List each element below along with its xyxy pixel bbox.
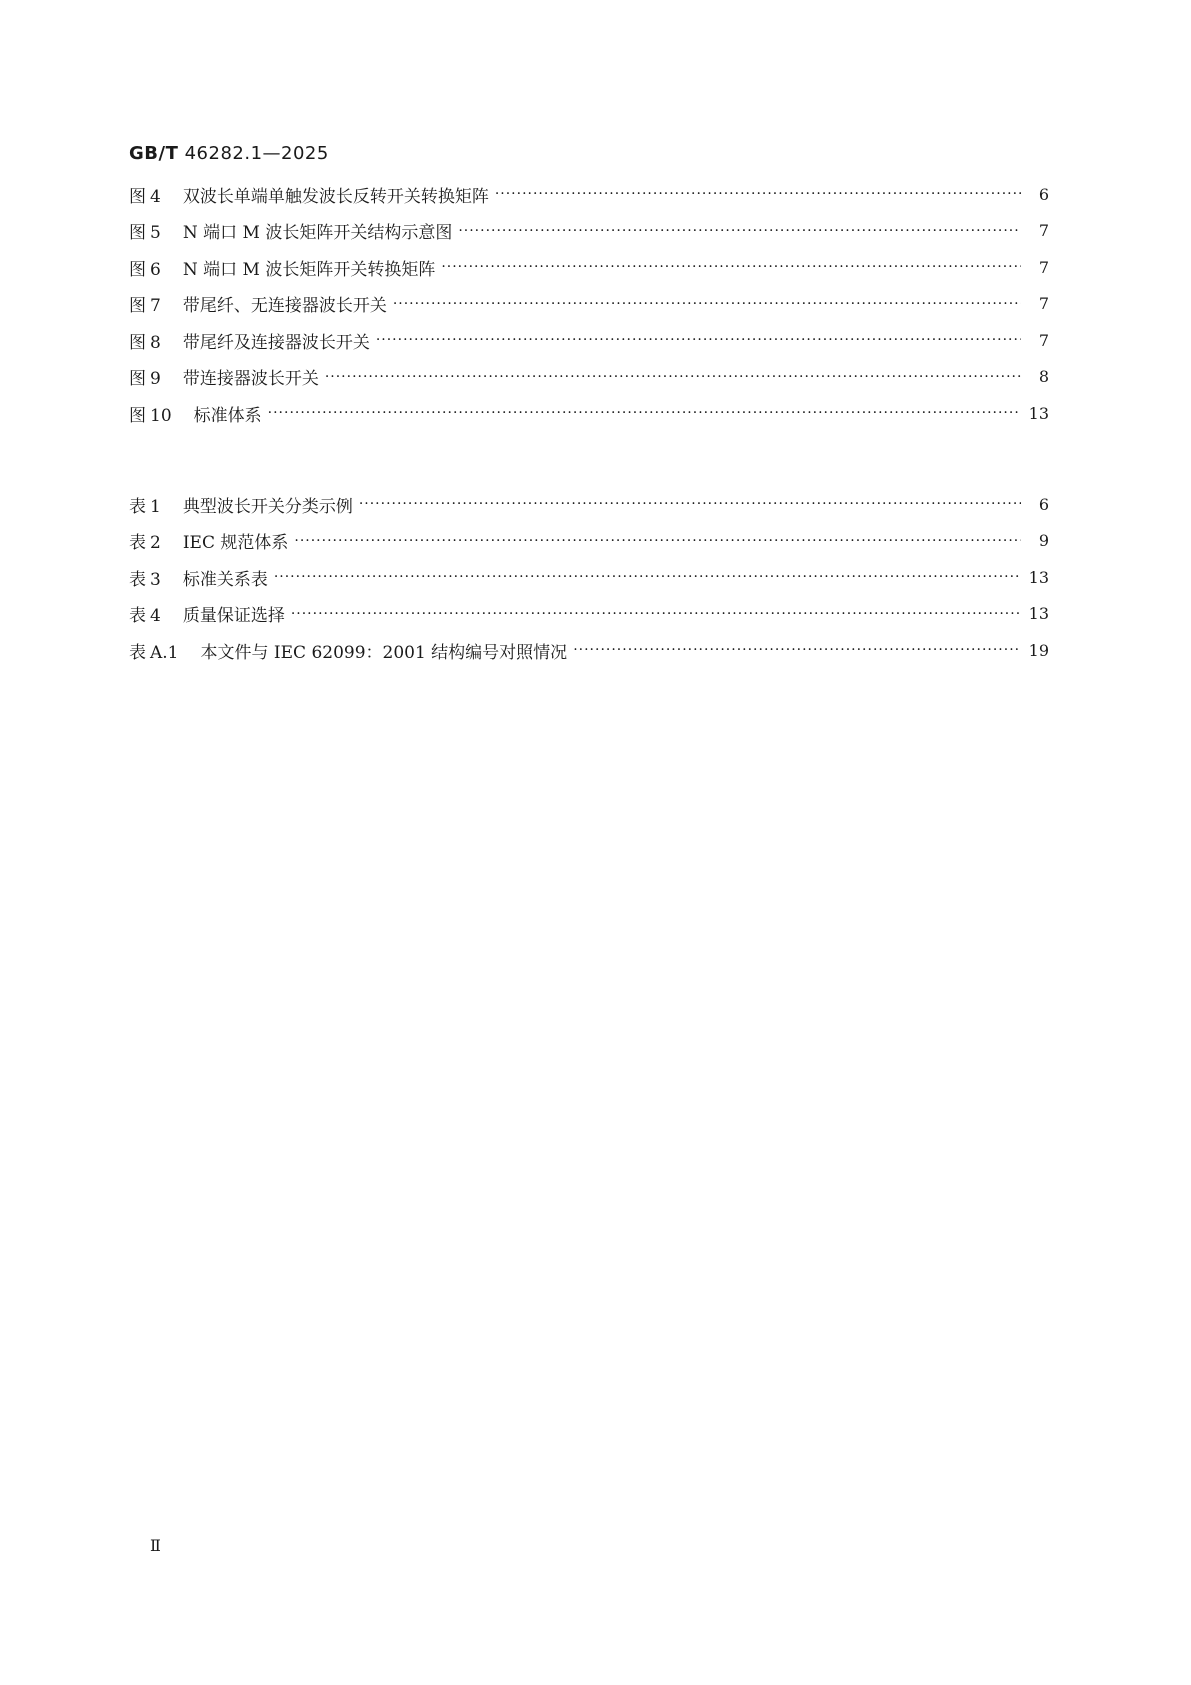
dot-leader xyxy=(393,297,1021,311)
toc-entry-page: 9 xyxy=(1038,531,1049,551)
toc-entry-title: N 端口 M 波长矩阵开关结构示意图 xyxy=(182,223,453,244)
page-number: Ⅱ xyxy=(150,1536,161,1555)
toc-entry-label xyxy=(129,601,285,626)
toc-entry-number: 3 xyxy=(150,569,161,590)
toc-entry-page: 19 xyxy=(1028,640,1049,660)
toc-entry-title: IEC 规范体系 xyxy=(182,533,289,554)
toc-entry-kind: 表 xyxy=(129,496,146,517)
dot-leader xyxy=(291,607,1021,621)
toc-entry-kind: 图 xyxy=(129,259,146,280)
dot-leader xyxy=(294,534,1021,548)
standard-prefix: GB/T xyxy=(129,143,179,164)
toc-entry-title: 本文件与 IEC 62099：2001 结构编号对照情况 xyxy=(200,642,568,663)
toc-entry-title: N 端口 M 波长矩阵开关转换矩阵 xyxy=(182,259,436,280)
dot-leader xyxy=(573,643,1021,657)
toc-row-figure-5[interactable] xyxy=(129,213,1049,250)
toc-entry-title: 典型波长开关分类示例 xyxy=(182,496,353,517)
toc-entry-number: 8 xyxy=(150,332,161,353)
toc-row-table-a1[interactable] xyxy=(129,632,1049,669)
toc-entry-number: 7 xyxy=(150,296,161,317)
dot-leader xyxy=(274,570,1021,584)
toc-entry-kind: 表 xyxy=(129,606,146,627)
toc-entry-number: 4 xyxy=(150,186,161,207)
toc-entry-label xyxy=(129,218,452,243)
toc-entry-number: 10 xyxy=(150,405,172,426)
toc-row-figure-6[interactable] xyxy=(129,249,1049,286)
toc-row-table-2[interactable] xyxy=(129,523,1049,560)
toc-entry-label xyxy=(129,182,489,207)
toc-entry-number: 6 xyxy=(150,259,161,280)
toc-entry-label xyxy=(129,565,268,590)
dot-leader xyxy=(359,497,1021,511)
figure-list xyxy=(129,176,1049,432)
toc-entry-title: 标准体系 xyxy=(193,405,262,426)
table-list xyxy=(129,486,1049,669)
toc-entry-number: 4 xyxy=(150,606,161,627)
document-header xyxy=(129,143,329,164)
toc-entry-number: 9 xyxy=(150,369,161,390)
toc-entry-title: 质量保证选择 xyxy=(182,606,285,627)
toc-entry-page: 8 xyxy=(1038,367,1049,387)
toc-entry-title: 带尾纤、无连接器波长开关 xyxy=(182,296,387,317)
toc-entry-title: 双波长单端单触发波长反转开关转换矩阵 xyxy=(182,186,489,207)
toc-entry-page: 7 xyxy=(1038,221,1049,241)
toc-entry-number: 2 xyxy=(150,533,161,554)
toc-entry-label xyxy=(129,492,353,517)
toc-entry-page: 13 xyxy=(1028,403,1049,423)
toc-entry-kind: 表 xyxy=(129,533,146,554)
dot-leader xyxy=(376,333,1021,347)
toc-entry-page: 13 xyxy=(1028,604,1049,624)
toc-row-figure-10[interactable] xyxy=(129,395,1049,432)
toc-entry-label xyxy=(129,401,262,426)
toc-entry-page: 6 xyxy=(1038,494,1049,514)
toc-entry-title: 带连接器波长开关 xyxy=(182,369,319,390)
toc-entry-page: 6 xyxy=(1038,184,1049,204)
toc-entry-kind: 图 xyxy=(129,405,146,426)
toc-entry-kind: 图 xyxy=(129,369,146,390)
standard-number: 46282.1—2025 xyxy=(184,143,329,164)
toc-entry-kind: 表 xyxy=(129,569,146,590)
toc-row-figure-8[interactable] xyxy=(129,322,1049,359)
toc-entry-kind: 表 xyxy=(129,642,146,663)
toc-entry-title: 标准关系表 xyxy=(182,569,268,590)
toc-entry-kind: 图 xyxy=(129,186,146,207)
toc-row-table-4[interactable] xyxy=(129,596,1049,633)
toc-entry-page: 13 xyxy=(1028,567,1049,587)
toc-row-figure-9[interactable] xyxy=(129,359,1049,396)
toc-row-figure-4[interactable] xyxy=(129,176,1049,213)
dot-leader xyxy=(495,187,1021,201)
toc-entry-page: 7 xyxy=(1038,294,1049,314)
toc-entry-number: 1 xyxy=(150,496,161,517)
toc-entry-kind: 图 xyxy=(129,223,146,244)
dot-leader xyxy=(441,260,1021,274)
toc-entry-label xyxy=(129,528,288,553)
toc-entry-label xyxy=(129,638,567,663)
toc-entry-label xyxy=(129,328,370,353)
toc-entry-title: 带尾纤及连接器波长开关 xyxy=(182,332,370,353)
toc-row-table-1[interactable] xyxy=(129,486,1049,523)
toc-entry-page: 7 xyxy=(1038,330,1049,350)
toc-entry-label xyxy=(129,364,319,389)
toc-entry-kind: 图 xyxy=(129,332,146,353)
toc-row-figure-7[interactable] xyxy=(129,286,1049,323)
toc-row-table-3[interactable] xyxy=(129,559,1049,596)
toc-entry-label xyxy=(129,255,435,280)
toc-entry-page: 7 xyxy=(1038,257,1049,277)
toc-entry-kind: 图 xyxy=(129,296,146,317)
toc-entry-number: A.1 xyxy=(150,642,179,663)
toc-entry-label xyxy=(129,291,387,316)
dot-leader xyxy=(325,370,1021,384)
dot-leader xyxy=(458,224,1021,238)
toc-entry-number: 5 xyxy=(150,223,161,244)
dot-leader xyxy=(268,406,1021,420)
